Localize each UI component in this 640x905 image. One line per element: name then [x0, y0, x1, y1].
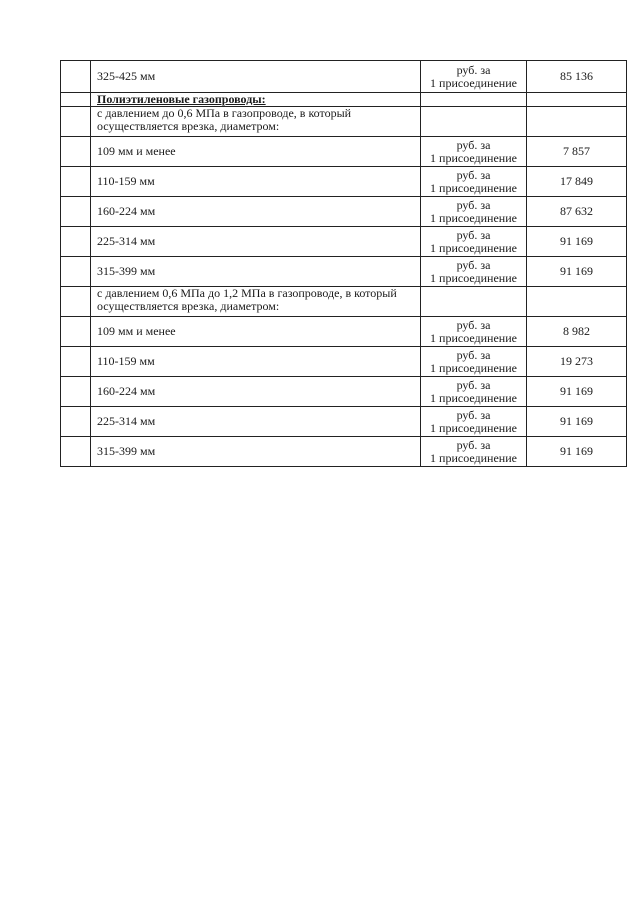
- unit-line-2: 1 присоединение: [430, 180, 517, 195]
- table-row: [61, 317, 627, 347]
- row-number-cell: [61, 377, 91, 407]
- unit-cell: [421, 227, 527, 257]
- unit-line-1: руб. за: [456, 227, 491, 242]
- diameter-label: 109 мм и менее: [91, 137, 421, 167]
- table-row: [61, 377, 627, 407]
- section-heading-cell: [91, 93, 421, 107]
- diameter-label: 160-224 мм: [91, 197, 421, 227]
- diameter-label: 160-224 мм: [91, 377, 421, 407]
- price-value: 19 273: [527, 347, 627, 377]
- unit-line-2: 1 присоединение: [430, 420, 517, 435]
- section-heading: Полиэтиленовые газопроводы:: [97, 92, 266, 106]
- unit-line-2: 1 присоединение: [430, 390, 517, 405]
- unit-line-1: руб. за: [456, 407, 491, 422]
- unit-cell: [421, 347, 527, 377]
- row-number-cell: [61, 317, 91, 347]
- unit-cell: [421, 437, 527, 467]
- table-row: [61, 287, 627, 317]
- table-row: [61, 197, 627, 227]
- price-value: 91 169: [527, 377, 627, 407]
- unit-line-1: руб. за: [456, 377, 491, 392]
- table-row: [61, 107, 627, 137]
- tariff-table: [60, 60, 627, 467]
- unit-cell: [421, 137, 527, 167]
- unit-cell: [421, 287, 527, 317]
- value-cell: [527, 107, 627, 137]
- diameter-label: 110-159 мм: [91, 347, 421, 377]
- price-value: 8 982: [527, 317, 627, 347]
- table-row: [61, 167, 627, 197]
- price-value: 17 849: [527, 167, 627, 197]
- table-row: [61, 407, 627, 437]
- table-row: [61, 93, 627, 107]
- diameter-label: 325-425 мм: [91, 61, 421, 93]
- value-cell: [527, 93, 627, 107]
- row-number-cell: [61, 107, 91, 137]
- pressure-subheading: с давлением до 0,6 МПа в газопроводе, в который осуществляется врезка, диаметром:: [91, 107, 421, 137]
- table-row: [61, 137, 627, 167]
- table-row: [61, 227, 627, 257]
- unit-line-2: 1 присоединение: [430, 270, 517, 285]
- row-number-cell: [61, 167, 91, 197]
- row-number-cell: [61, 137, 91, 167]
- diameter-label: 225-314 мм: [91, 407, 421, 437]
- unit-cell: [421, 197, 527, 227]
- row-number-cell: [61, 287, 91, 317]
- table-row: [61, 437, 627, 467]
- row-number-cell: [61, 257, 91, 287]
- table-row: [61, 61, 627, 93]
- diameter-label: 225-314 мм: [91, 227, 421, 257]
- diameter-label: 109 мм и менее: [91, 317, 421, 347]
- unit-cell: [421, 407, 527, 437]
- unit-cell: [421, 377, 527, 407]
- row-number-cell: [61, 347, 91, 377]
- price-value: 91 169: [527, 257, 627, 287]
- price-value: 91 169: [527, 437, 627, 467]
- row-number-cell: [61, 197, 91, 227]
- row-number-cell: [61, 93, 91, 107]
- unit-line-1: руб. за: [456, 137, 491, 152]
- tariff-table-body: [61, 61, 627, 467]
- diameter-label: 315-399 мм: [91, 257, 421, 287]
- unit-cell: [421, 61, 527, 93]
- table-row: [61, 257, 627, 287]
- unit-line-1: руб. за: [456, 197, 491, 212]
- unit-cell: [421, 317, 527, 347]
- price-value: 87 632: [527, 197, 627, 227]
- unit-line-2: 1 присоединение: [430, 360, 517, 375]
- unit-line-1: руб. за: [456, 257, 491, 272]
- row-number-cell: [61, 61, 91, 93]
- diameter-label: 110-159 мм: [91, 167, 421, 197]
- table-row: [61, 347, 627, 377]
- price-value: 7 857: [527, 137, 627, 167]
- price-value: 91 169: [527, 407, 627, 437]
- unit-cell: [421, 257, 527, 287]
- price-value: 85 136: [527, 61, 627, 93]
- unit-line-1: руб. за: [456, 317, 491, 332]
- value-cell: [527, 287, 627, 317]
- pressure-subheading: с давлением 0,6 МПа до 1,2 МПа в газопроводе, в который осуществляется врезка, диаметром:: [91, 287, 421, 317]
- unit-line-1: руб. за: [456, 62, 491, 77]
- row-number-cell: [61, 437, 91, 467]
- unit-line-1: руб. за: [456, 347, 491, 362]
- unit-line-2: 1 присоединение: [430, 330, 517, 345]
- unit-line-2: 1 присоединение: [430, 75, 517, 90]
- unit-line-2: 1 присоединение: [430, 210, 517, 225]
- row-number-cell: [61, 407, 91, 437]
- unit-line-2: 1 присоединение: [430, 240, 517, 255]
- row-number-cell: [61, 227, 91, 257]
- unit-line-2: 1 присоединение: [430, 450, 517, 465]
- price-value: 91 169: [527, 227, 627, 257]
- unit-line-1: руб. за: [456, 437, 491, 452]
- unit-line-1: руб. за: [456, 167, 491, 182]
- unit-cell: [421, 167, 527, 197]
- unit-line-2: 1 присоединение: [430, 150, 517, 165]
- unit-cell: [421, 107, 527, 137]
- unit-cell: [421, 93, 527, 107]
- diameter-label: 315-399 мм: [91, 437, 421, 467]
